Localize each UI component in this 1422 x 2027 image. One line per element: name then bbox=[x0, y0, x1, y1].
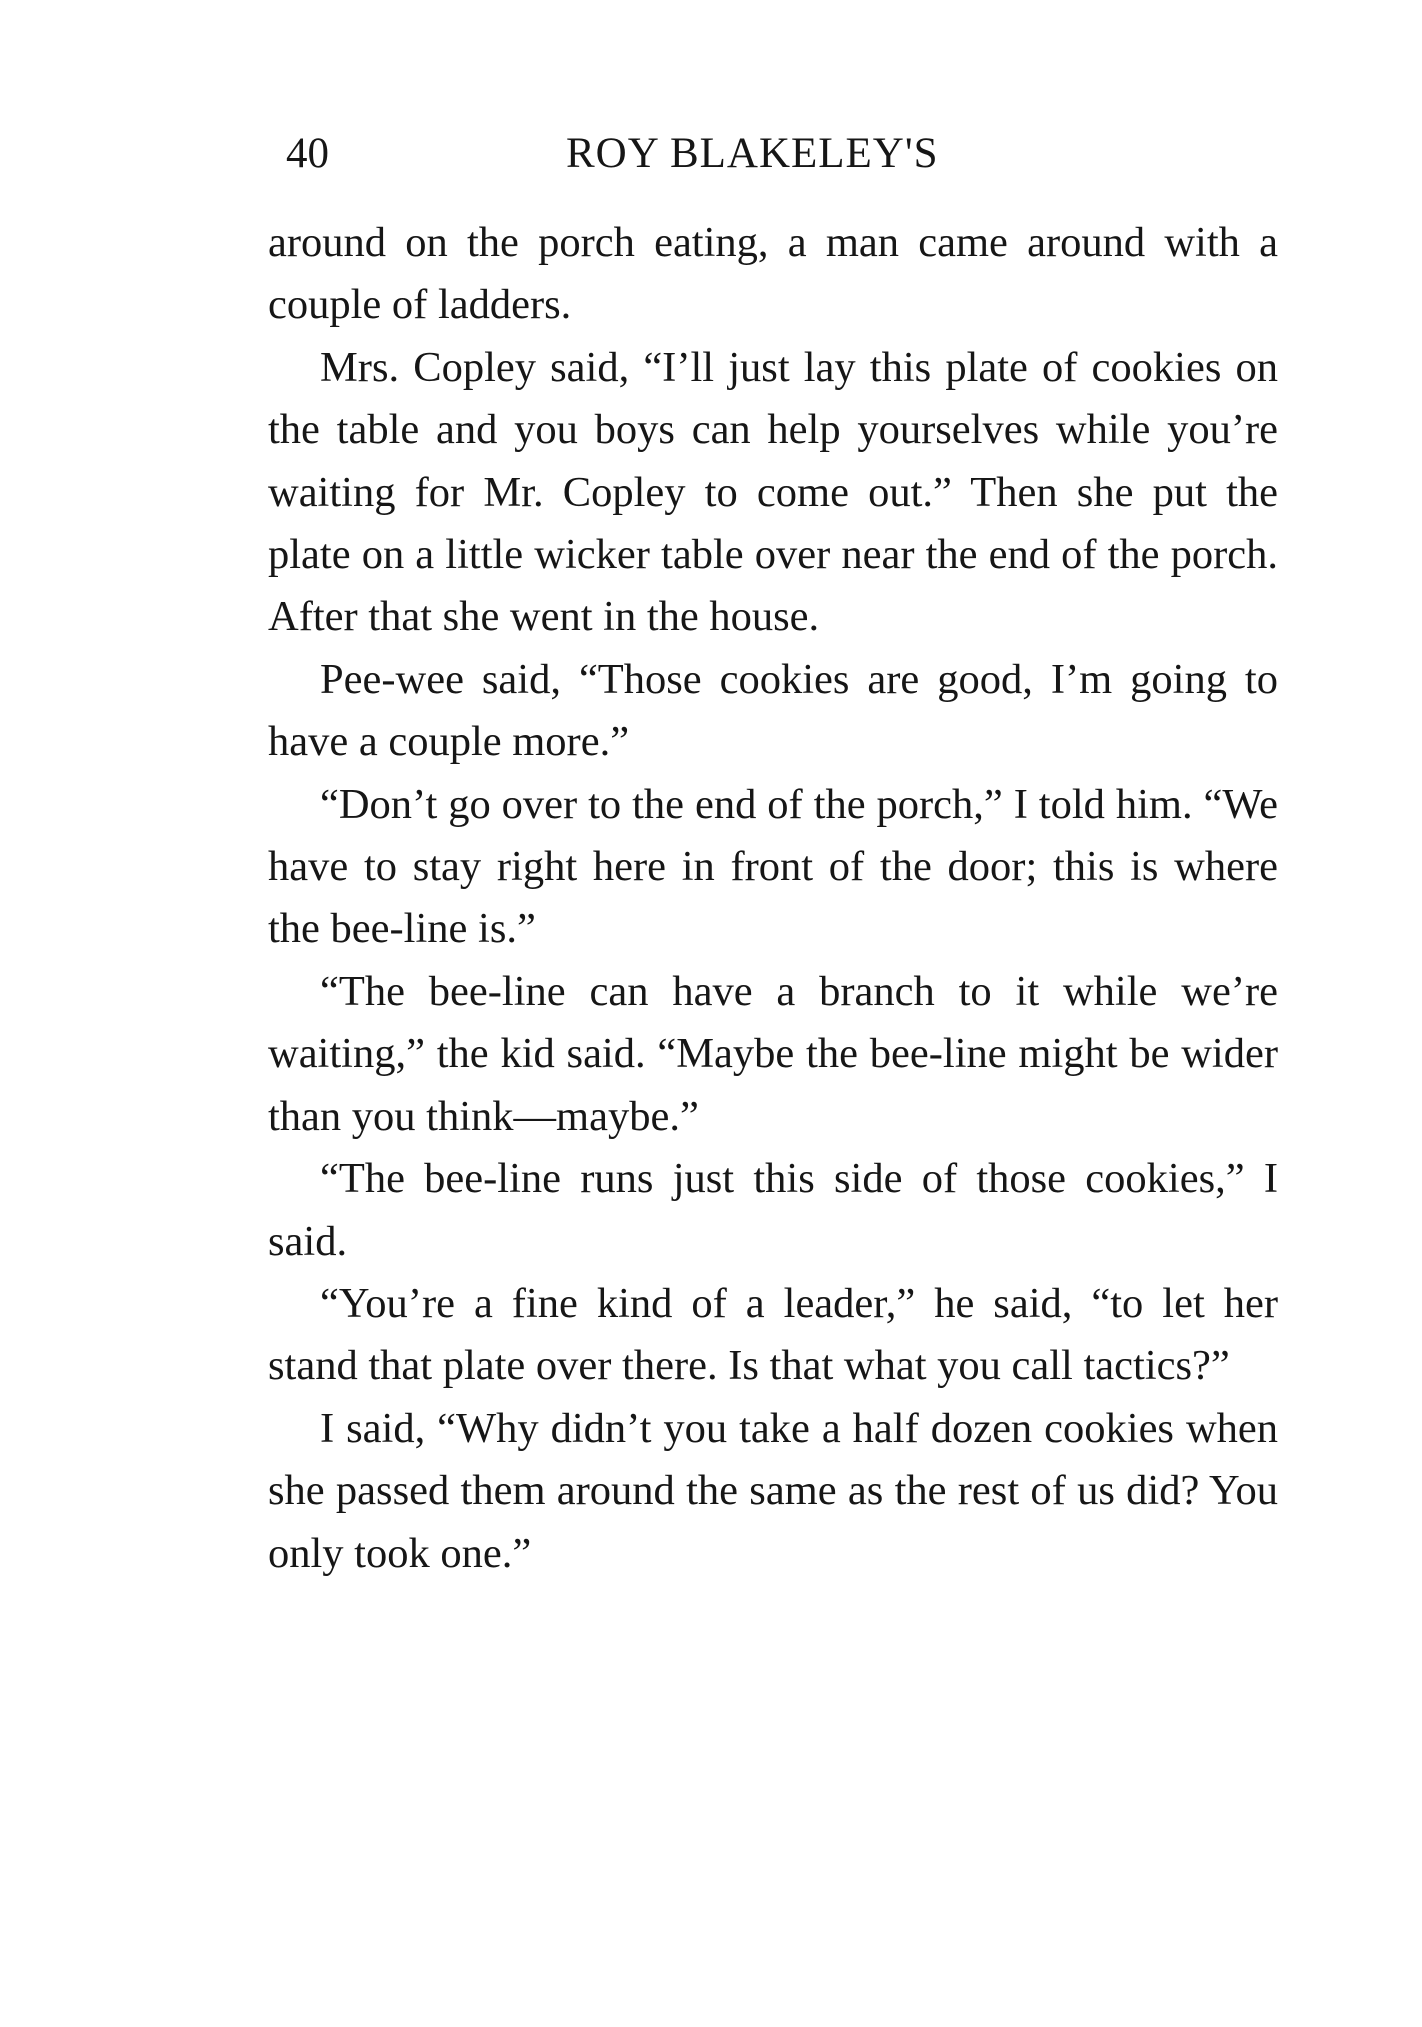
paragraph-5: “The bee-line can have a branch to it while we’re waiting,” the kid said. “Maybe the bee-line might be wider than you think—maybe.” bbox=[268, 967, 1278, 1140]
running-title: ROY BLAKELEY'S bbox=[566, 130, 939, 177]
paragraph-8: I said, “Why didn’t you take a half dozen cookies when she passed them around the same as the rest of us did? You only took one.” bbox=[268, 1404, 1278, 1577]
paragraph-2: Mrs. Copley said, “I’ll just lay this plate of cookies on the table and you boys can help yourselves while you’re waiting for Mr. Copley to come out.” Then she put the plate on a little wicker table over near the end of the porch. After that she went in the house. bbox=[268, 343, 1278, 641]
paragraph-6: “The bee-line runs just this side of those cookies,” I said. bbox=[268, 1155, 1278, 1265]
body-text bbox=[268, 212, 1278, 1585]
paragraph-4: “Don’t go over to the end of the porch,” I told him. “We have to stay right here in front of the door; this is where the bee-line is.” bbox=[268, 780, 1278, 953]
page-number: 40 bbox=[286, 130, 329, 177]
paragraph-7: “You’re a fine kind of a leader,” he said, “to let her stand that plate over there. Is that what you call tactics?” bbox=[268, 1279, 1278, 1390]
running-head bbox=[268, 124, 1278, 184]
paragraph-3: Pee-wee said, “Those cookies are good, I’m going to have a couple more.” bbox=[268, 655, 1278, 766]
paragraph-1: around on the porch eating, a man came around with a couple of ladders. bbox=[268, 219, 1278, 329]
